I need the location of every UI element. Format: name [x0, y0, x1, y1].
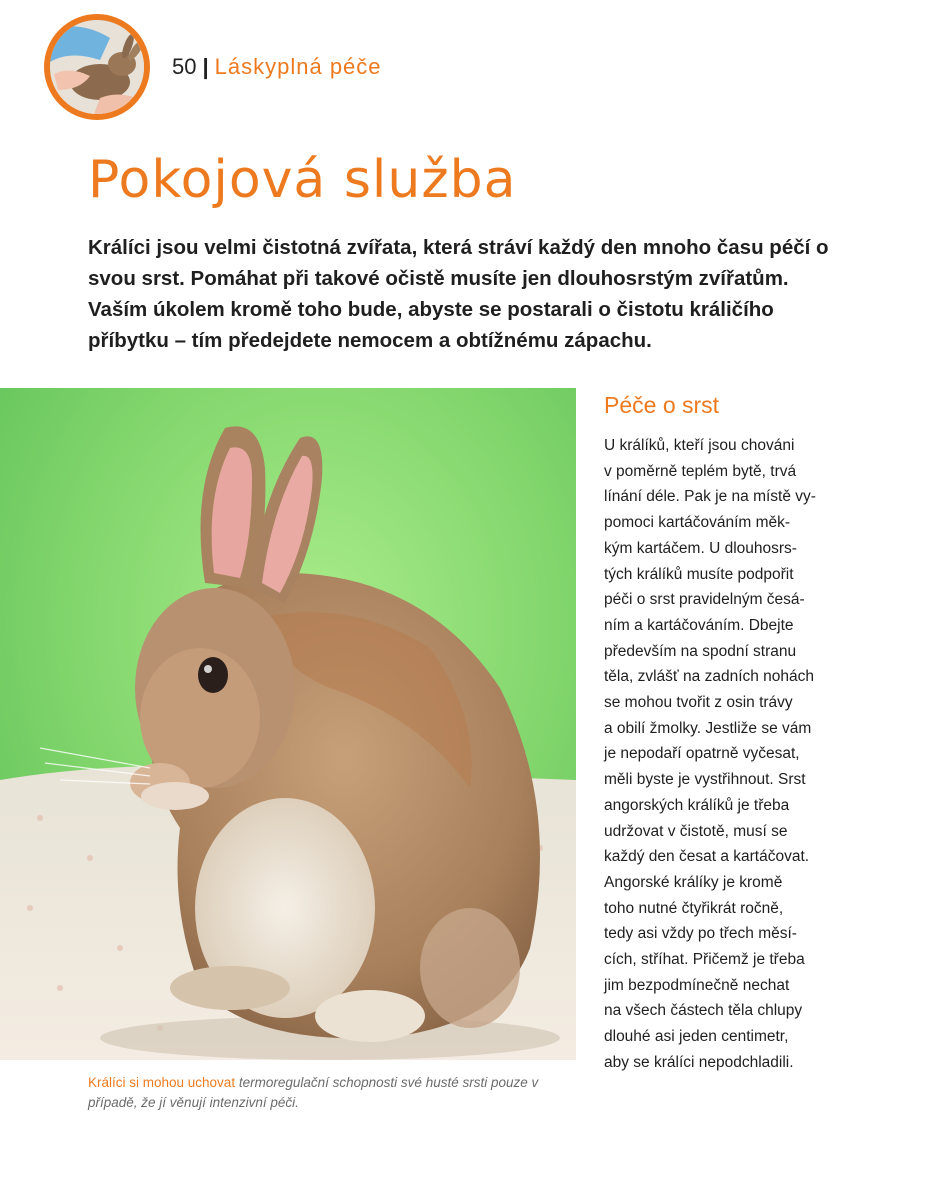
body-line: angorských králíků je třeba: [604, 796, 790, 814]
body-line: Angorské králíky je kromě: [604, 873, 783, 891]
page-number: 50: [172, 54, 197, 79]
body-line: kým kartáčem. U dlouhosrs-: [604, 539, 797, 557]
body-line: toho nutné čtyřikrát ročně,: [604, 899, 784, 917]
rabbit-grooming-photo: [0, 388, 576, 1060]
body-line: tých králíků musíte podpořit: [604, 565, 794, 583]
lead-paragraph: Králíci jsou velmi čistotná zvířata, která stráví každý den mnoho času péčí o svou srst. Pomáhat při takové očistě musíte jen dlouhosrstým zvířatům. Vaším úkolem kromě toho bude, abyste se postarali o čistotu králičího příbytku – tím předejdete nemocem a obtížnému zápachu.: [88, 236, 829, 352]
body-line: těla, zvlášť na zadních nohách: [604, 668, 815, 686]
body-line: především na spodní stranu: [604, 642, 797, 660]
rabbit-being-held-photo-icon: [44, 14, 150, 120]
body-column: [604, 433, 840, 1076]
section-subhead: Péče o srst: [604, 392, 720, 418]
body-line: aby se králíci nepodchladili.: [604, 1053, 794, 1071]
body-line: ním a kartáčováním. Dbejte: [604, 616, 794, 634]
body-line: každý den česat a kartáčovat.: [604, 848, 810, 866]
body-line: a obilí žmolky. Jestliže se vám: [604, 719, 812, 737]
body-line: línání déle. Pak je na místě vy-: [604, 488, 816, 506]
body-line: se mohou tvořit z osin trávy: [604, 694, 793, 712]
caption-lead-in: Králíci si mohou uchovat: [88, 1075, 236, 1090]
page-title: Pokojová služba: [88, 150, 517, 210]
body-line: jim bezpodmínečně nechat: [604, 976, 790, 994]
body-line: měli byste je vystřihnout. Srst: [604, 771, 806, 789]
body-line: tedy asi vždy po třech měsí-: [604, 925, 797, 943]
body-line: U králíků, kteří jsou chováni: [604, 437, 795, 454]
body-line: péči o srst pravidelným česá-: [604, 591, 805, 609]
body-line: pomoci kartáčováním měk-: [604, 514, 791, 532]
photo-caption: [88, 1073, 578, 1113]
body-line: cích, stříhat. Přičemž je třeba: [604, 951, 805, 969]
caption-text: termoregulační schopnosti své husté srsti pouze v případě, že jí věnují intenzivní péči.: [88, 1075, 539, 1110]
section-name: Láskyplná péče: [214, 54, 382, 79]
body-line: dlouhé asi jeden centimetr,: [604, 1028, 789, 1046]
body-line: v poměrně teplém bytě, trvá: [604, 462, 797, 480]
body-line: udržovat v čistotě, musí se: [604, 822, 788, 840]
header-separator: |: [202, 54, 209, 79]
body-line: na všech částech těla chlupy: [604, 1002, 803, 1020]
body-line: je nepodaří opatrně vyčesat,: [604, 745, 800, 763]
running-header: [172, 54, 382, 80]
